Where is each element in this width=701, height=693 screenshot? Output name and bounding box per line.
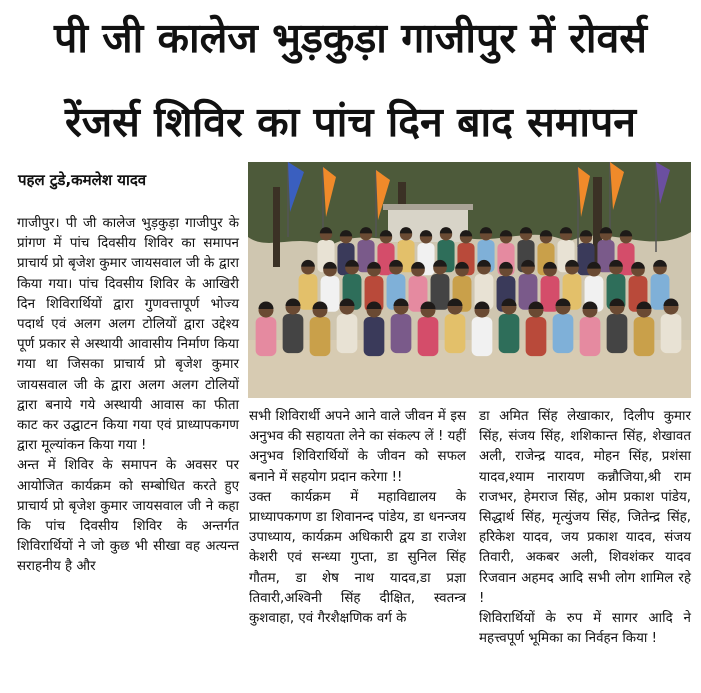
student-figure (526, 301, 547, 356)
student-figure (472, 301, 493, 356)
hut-roof (383, 204, 473, 210)
student-figure (391, 298, 412, 353)
student-figure (580, 301, 601, 356)
headline-line-2: रेंजर्स शिविर का पांच दिन बाद समापन (64, 98, 637, 146)
headline-line-1: पी जी कालेज भुड़कुड़ा गाजीपुर में रोवर्स (54, 14, 647, 62)
student-figure (256, 301, 277, 356)
paragraph: सभी शिविरार्थी अपने आने वाले जीवन में इस अनुभव की सहायता लेने का संकल्प लें ! यहीं अनुभव शिविरार्थियों के जीवन को सफल बनाने में सहयोग प्रदान करेगा !! (249, 409, 466, 485)
paragraph: शिविरार्थियों के रुप में सागर आदि ने महत्त्वपूर्ण भूमिका का निर्वहन किया ! (479, 611, 691, 647)
student-figure (310, 301, 331, 356)
article-column-1 (17, 214, 239, 578)
group-photo (248, 162, 691, 398)
byline: पहल टुडे,कमलेश यादव (18, 171, 147, 189)
paragraph: उक्त कार्यक्रम में महाविद्यालय के प्राध्यापकगण डा शिवानन्द पांडेय, डा धनन्जय उपाध्याय, कार्यक्रम अधिकारी द्वय डा राजेश केशरी एवं सन्ध्या गुप्ता, डा सुनिल सिंह गौतम, डा शेष नाथ यादव,डा प्रज्ञा तिवारी,अश्विनी सिंह दीक्षित, स्वतन्त्र कुशवाहा, एवं गैरशैक्षणिक वर्ग के (249, 489, 466, 627)
student-figure (431, 260, 450, 310)
student-figure (418, 301, 439, 356)
tree-trunk (273, 187, 280, 267)
paragraph: डा अमित सिंह लेखाकार, दिलीप कुमार सिंह, संजय सिंह, शशिकान्त सिंह, शेखावत अली, राजेन्द्र यादव, मोहन सिंह, प्रशंसा यादव,श्याम नारायण कन्नौजिया,श्री राम राजभर, हेमराज सिंह, ओम प्रकाश पांडेय, सिद्धार्थ सिंह, मृत्युंजय सिंह, जितेन्द्र सिंह, हरिकेश यादव, जय प्रकाश यादव, संजय तिवारी, अकबर अली, शिवशंकर यादव रिजवान अहमद आदि सभी लोग शामिल रहे ! (479, 409, 691, 606)
student-figure (553, 298, 574, 353)
paragraph: गाजीपुर। पी जी कालेज भुड़कुड़ा गाजीपुर के प्रांगण में पांच दिवसीय शिविर का समापन प्राचार्य प्रो बृजेश कुमार जायसवाल जी के द्वारा किया गया। पांच दिवसीय शिविर के आखिरी दिन शिविरार्थियों द्वारा गुणवत्तापूर्ण भोज्य पदार्थ एवं अलग अलग टोलियों द्वारा उद्देश्य पूर्ण प्रकार से अस्थायी आवासीय निर्माण किया गया था जिसका प्राचार्य प्रो बृजेश कुमार जायसवाल जी के द्वारा अलग अलग टोलियों द्वारा बनाये गये अस्थायी आवास का फीता काट कर उद्घाटन किया गया एवं प्राध्यापकगण द्वारा मूल्यांकन किया गया ! (17, 216, 239, 454)
student-figure (283, 298, 304, 353)
article-column-3 (479, 407, 691, 649)
student-figure (299, 260, 318, 310)
student-figure (337, 298, 358, 353)
student-figure (634, 301, 655, 356)
student-figure (661, 298, 682, 353)
paragraph: अन्त में शिविर के समापन के अवसर पर आयोजित कार्यक्रम को सम्बोधित करते हुए प्राचार्य प्रो बृजेश कुमार जायसवाल जी ने कहा कि पांच दिवसीय शिविर के अन्तर्गत शिविरार्थियों ने जो कुछ भी सीखा वह अत्यन्त सराहनीय है और (17, 458, 239, 575)
group-photo-illustration (248, 162, 691, 398)
student-figure (364, 301, 385, 356)
student-figure (499, 298, 520, 353)
student-figure (607, 298, 628, 353)
student-figure (445, 298, 466, 353)
article-column-2 (249, 407, 466, 629)
